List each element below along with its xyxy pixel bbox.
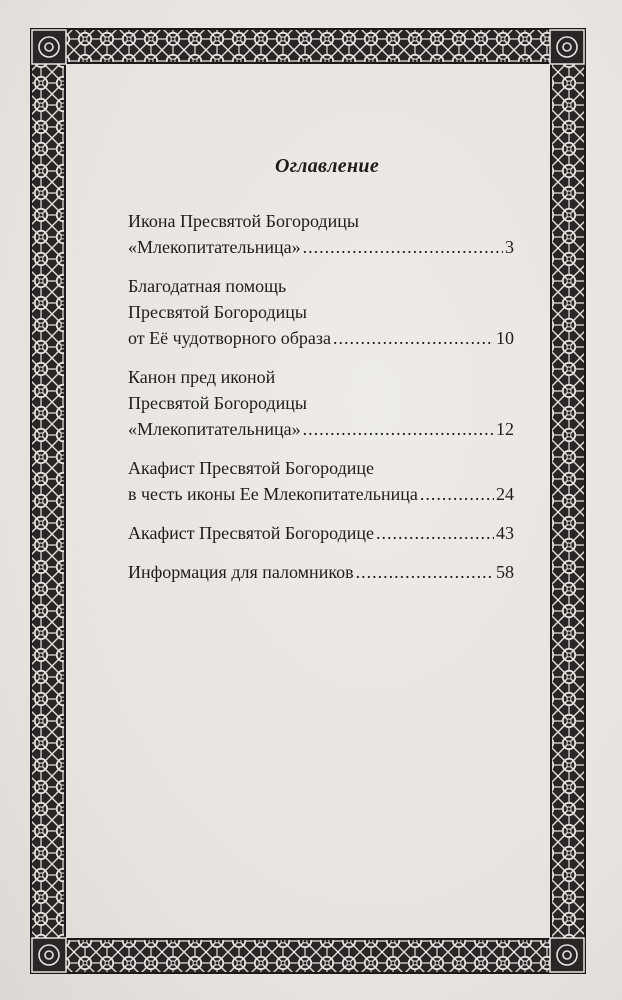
- toc-page-number: 43: [496, 523, 514, 543]
- toc-page-number: 58: [496, 562, 514, 582]
- table-of-contents: [118, 155, 514, 598]
- toc-entry-line: Информация для паломников: [128, 562, 354, 582]
- toc-page-number: 3: [505, 237, 514, 257]
- toc-page-number: 12: [496, 419, 514, 439]
- toc-entry[interactable]: [128, 273, 514, 351]
- toc-page-number: 24: [496, 484, 514, 504]
- toc-entry-line: от Её чудотворного образа: [128, 328, 332, 348]
- toc-entry-line: Благодатная помощь: [128, 276, 287, 296]
- toc-entry-line: «Млекопитательница»: [128, 237, 301, 257]
- dot-leader: [333, 325, 494, 351]
- toc-entry-line: Пресвятой Богородицы: [128, 393, 307, 413]
- toc-entry-line: «Млекопитательница»: [128, 419, 301, 439]
- dot-leader: [303, 234, 503, 260]
- toc-entry-line: Икона Пресвятой Богородицы: [128, 211, 359, 231]
- toc-list: [118, 208, 514, 585]
- dot-leader: [303, 416, 494, 442]
- dot-leader: [356, 559, 494, 585]
- toc-entry-last-line: [128, 559, 514, 585]
- dot-leader: [420, 481, 494, 507]
- toc-entry-last-line: [128, 234, 514, 260]
- toc-entry[interactable]: [128, 559, 514, 585]
- toc-entry-last-line: [128, 520, 514, 546]
- toc-entry-line: Пресвятой Богородицы: [128, 302, 307, 322]
- toc-entry-last-line: [128, 481, 514, 507]
- toc-entry[interactable]: [128, 364, 514, 442]
- toc-entry[interactable]: [128, 208, 514, 260]
- toc-entry-line: в честь иконы Ее Млекопитательница: [128, 484, 418, 504]
- toc-entry-line: Акафист Пресвятой Богородице: [128, 523, 375, 543]
- toc-entry-line: Акафист Пресвятой Богородице: [128, 458, 375, 478]
- dot-leader: [376, 520, 494, 546]
- toc-title: Оглавление: [274, 155, 379, 177]
- toc-entry[interactable]: [128, 520, 514, 546]
- toc-page-number: 10: [496, 328, 514, 348]
- toc-entry-last-line: [128, 325, 514, 351]
- toc-entry-last-line: [128, 416, 514, 442]
- toc-entry[interactable]: [128, 455, 514, 507]
- toc-entry-line: Канон пред иконой: [128, 367, 276, 387]
